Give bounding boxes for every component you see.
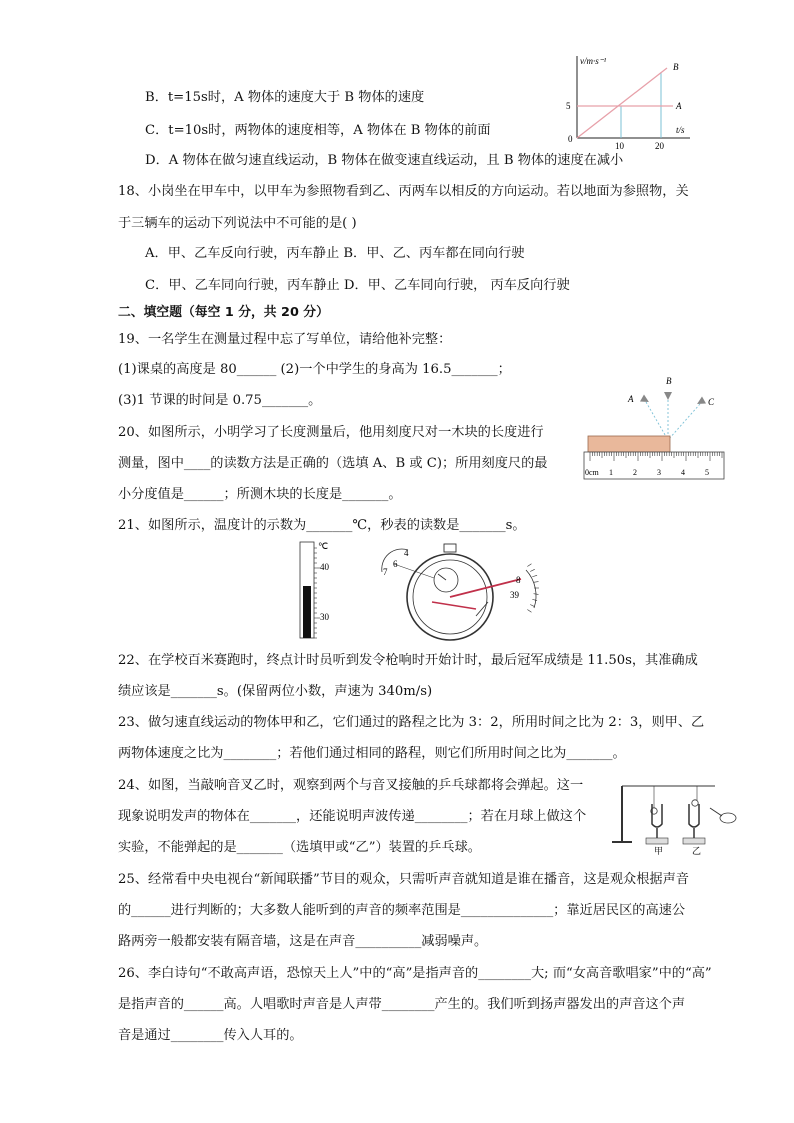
big-dial-ticks: [527, 564, 539, 613]
big-dial-num-39: 39: [510, 590, 519, 600]
q23-line2: 两物体速度之比为________；若他们通过相同的路程，则它们所用时间之比为_______。: [118, 746, 626, 761]
ruler-num-5: 5: [705, 468, 709, 477]
q18-options-ab: A．甲、乙车反向行驶，丙车静止 B．甲、乙、丙车都在同向行驶: [145, 246, 525, 261]
fork-label-jia: 甲: [654, 846, 664, 856]
vt-x-tick-10: 10: [615, 141, 624, 151]
fork-label-yi: 乙: [692, 846, 702, 856]
thermometer-unit: ℃: [318, 541, 329, 551]
q19-item-3: (3)1 节课的时间是 0.75_______。: [118, 393, 322, 408]
q18-stem-line1: 18、小岗坐在甲车中，以甲车为参照物看到乙、丙两车以相反的方向运动。若以地面为参照物，关: [118, 184, 689, 199]
fork-yi-box: [683, 838, 705, 844]
q25-line1: 25、经常看中央电视台“新闻联播”节目的观众，只需听声音就知道是谁在播音，这是观众根据声音: [118, 872, 689, 887]
small-dial-num-6: 6: [393, 559, 398, 569]
big-dial-tick: [527, 564, 531, 567]
q20-line2: 测量，图中____的读数方法是正确的（选填 A、B 或 C)；所用刻度尺的最: [118, 456, 548, 471]
q24-line3: 实验，不能弹起的是_______（选填甲或“乙”）装置的乒乓球。: [118, 840, 481, 855]
tuning-fork-figure: [610, 778, 740, 856]
view-label-c: C: [708, 397, 715, 407]
q22-line1: 22、在学校百米赛跑时，终点计时员听到发令枪响时开始计时，最后冠军成绩是 11.50s，其准确成: [118, 653, 698, 668]
q20-line1: 20、如图所示，小明学习了长度测量后，他用刻度尺对一木块的长度进行: [118, 425, 544, 440]
view-label-b: B: [666, 376, 672, 386]
big-dial-tick: [530, 569, 535, 571]
vt-origin: 0: [568, 134, 573, 144]
wood-block: [588, 436, 670, 452]
ruler-num-3: 3: [657, 468, 661, 477]
vt-y-label: v/m·s⁻¹: [580, 56, 607, 66]
fork-yi: [689, 804, 699, 827]
vt-x-tick-20: 20: [655, 141, 664, 151]
small-dial-num-7: 7: [383, 567, 388, 577]
thermometer-liquid: [303, 586, 311, 638]
eye-a-icon: [640, 395, 651, 406]
vt-x-label: t/s: [676, 125, 685, 135]
q26-line1: 26、李白诗句“不敢高声语，恐惊天上人”中的“高”是指声音的________大; 而“女高音歌唱家”中的“高”: [118, 966, 712, 981]
q17-option-d: D．A 物体在做匀速直线运动，B 物体在做变速直线运动，且 B 物体的速度在减小: [145, 153, 624, 168]
big-dial-num-8: 8: [516, 575, 521, 585]
big-dial-tick: [530, 605, 535, 607]
q17-option-b: B．t=15s时，A 物体的速度大于 B 物体的速度: [145, 90, 425, 105]
view-label-a: A: [628, 394, 634, 404]
thermometer-tick-40: 40: [320, 562, 329, 572]
fork-jia-box: [646, 838, 668, 844]
big-dial-tick: [532, 599, 537, 600]
small-dial-num-4: 4: [404, 548, 409, 558]
q21-line: 21、如图所示，温度计的示数为_______℃，秒表的读数是_______s。: [118, 518, 526, 533]
q26-line3: 音是通过________传入人耳的。: [118, 1028, 303, 1043]
q18-options-cd: C．甲、乙车同向行驶，丙车静止 D．甲、乙车同向行驶， 丙车反向行驶: [145, 278, 570, 293]
big-dial-tick: [534, 582, 539, 583]
q23-line1: 23、做匀速直线运动的物体甲和乙，它们通过的路程之比为 3：2，所用时间之比为 2：3，则甲、乙: [118, 715, 705, 730]
sight-line-a: [646, 402, 668, 440]
big-dial-tick: [527, 609, 531, 612]
q24-line1: 24、如图，当敲响音叉乙时，观察到两个与音叉接触的乒乓球都将会弹起。这一: [118, 778, 584, 793]
q19-items-1-2: (1)课桌的高度是 80______ (2)一个中学生的身高为 16.5_______；: [118, 362, 511, 377]
sight-line-c: [668, 404, 700, 440]
q24-line2: 现象说明发声的物体在_______，还能说明声波传递________；若在月球上做这个: [118, 809, 587, 824]
mallet-icon: [720, 813, 736, 823]
big-dial-tick: [534, 594, 539, 595]
ruler-unit-label: 0cm: [585, 468, 599, 477]
vt-label-b: B: [673, 62, 679, 72]
stopwatch-button: [444, 544, 456, 552]
big-dial-tick: [532, 575, 537, 576]
ruler-num-1: 1: [609, 468, 613, 477]
q19-stem: 19、一名学生在测量过程中忘了写单位，请给他补完整：: [118, 332, 452, 347]
q17-option-c: C．t=10s时，两物体的速度相等，A 物体在 B 物体的前面: [145, 123, 491, 138]
section-2-heading: 二、填空题（每空 1 分，共 20 分）: [118, 305, 329, 320]
vt-label-a: A: [676, 101, 682, 111]
ruler-num-2: 2: [633, 468, 637, 477]
q20-line3: 小分度值是______；所测木块的长度是_______。: [118, 487, 402, 502]
vt-graph: [560, 50, 700, 160]
ruler-figure: [582, 374, 727, 484]
q25-line3: 路两旁一般都安装有隔音墙，这是在声音__________减弱噪声。: [118, 934, 488, 949]
q22-line2: 绩应该是_______s。(保留两位小数，声速为 340m/s): [118, 684, 433, 699]
vt-line-b: [577, 68, 667, 138]
thermometer-figure: [298, 540, 348, 640]
ball-b: [692, 800, 698, 806]
ruler: [584, 452, 724, 479]
mallet-handle: [710, 808, 722, 816]
big-dial-scale: [526, 570, 536, 608]
eye-c-icon: [695, 397, 706, 408]
q25-line2: 的______进行判断的；大多数人能听到的声音的频率范围是______________；靠近居民区的高速公: [118, 903, 686, 918]
stopwatch-figure: [376, 542, 551, 642]
ruler-num-4: 4: [681, 468, 685, 477]
eye-b-icon: [664, 392, 672, 400]
vt-y-tick-5: 5: [566, 101, 571, 111]
q18-stem-line2: 于三辆车的运动下列说法中不可能的是( ): [118, 216, 357, 231]
q26-line2: 是指声音的______高。人唱歌时声音是人声带________产生的。我们听到扬声器发出的声音这个声: [118, 997, 686, 1012]
thermometer-tick-30: 30: [320, 612, 329, 622]
